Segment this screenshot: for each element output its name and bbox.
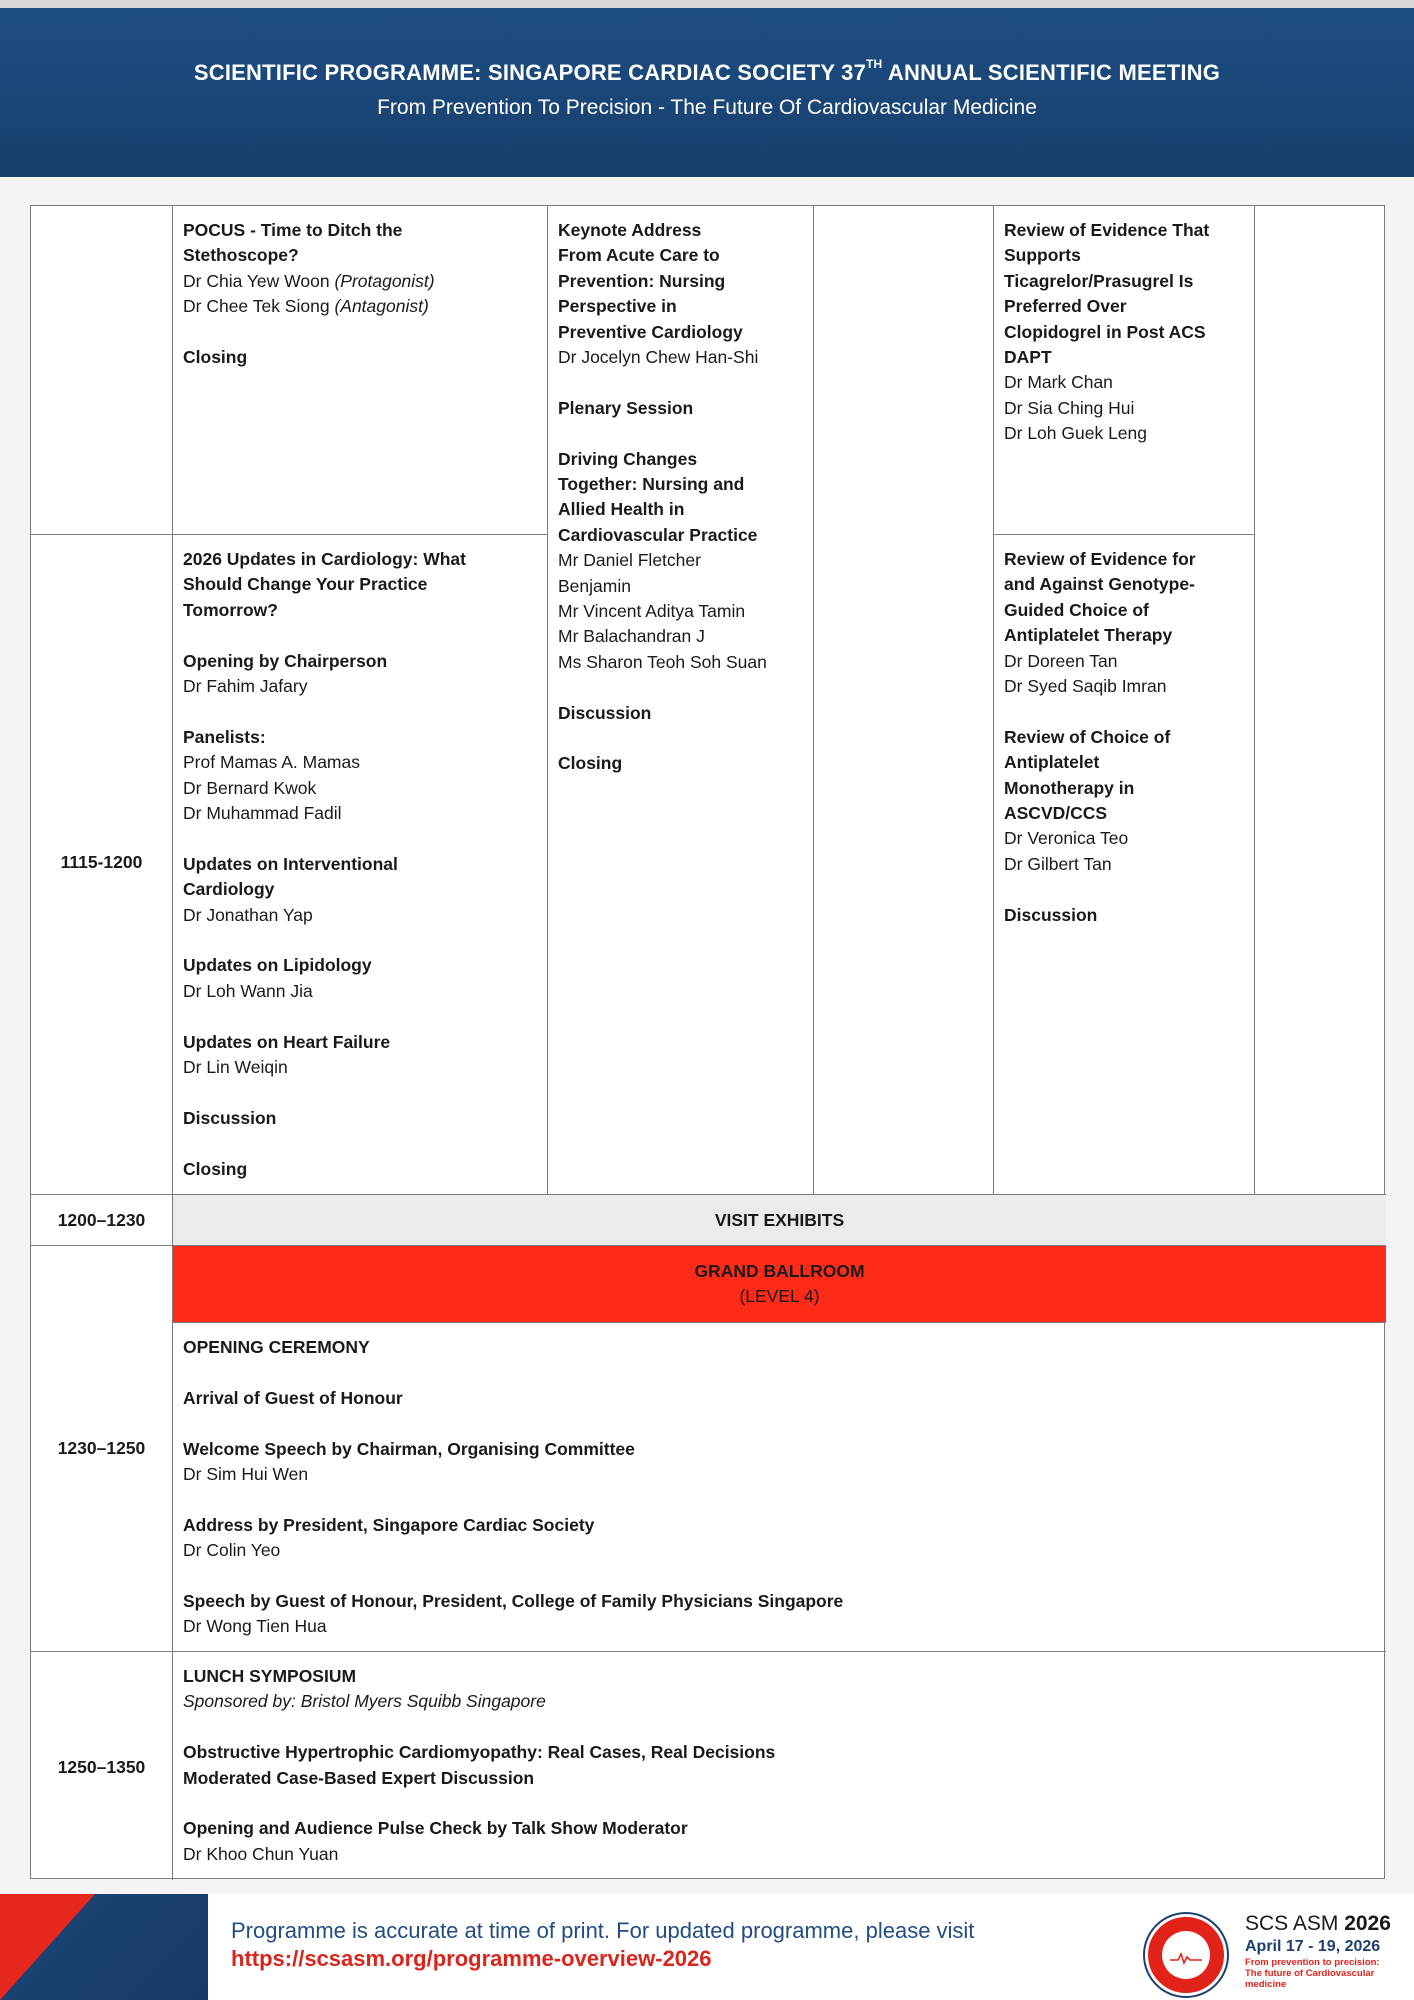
panelist: Dr Bernard Kwok (183, 777, 317, 798)
venue-name: GRAND BALLROOM (694, 1261, 865, 1281)
page-header (0, 0, 1414, 177)
speaker-name: Dr Gilbert Tan (1004, 853, 1112, 874)
pocus-closing: Closing (183, 347, 248, 368)
lipidology-speaker: Dr Loh Wann Jia (183, 980, 313, 1001)
speaker-name: Dr Sia Ching Hui (1004, 397, 1135, 418)
visit-exhibits-row: VISIT EXHIBITS (173, 1195, 1386, 1245)
speaker-name: Mr Daniel Fletcher (558, 550, 701, 571)
speaker-name: Mr Vincent Aditya Tamin (558, 601, 746, 622)
driving-changes-title: Driving Changes (558, 448, 698, 469)
pocus-speaker-1: Dr Chia Yew Woon (Protagonist) (183, 270, 435, 291)
event-brand (1245, 1912, 1414, 1990)
speaker-name: Benjamin (558, 575, 631, 596)
guest-speech: Speech by Guest of Honour, President, College of Family Physicians Singapore (183, 1591, 844, 1611)
updates-discussion: Discussion (183, 1107, 277, 1128)
lunch-topic-2: Moderated Case-Based Expert Discussion (183, 1767, 535, 1788)
nursing-discussion: Discussion (558, 702, 652, 723)
updates-session-cell (173, 535, 547, 1194)
updates-title-3: Tomorrow? (183, 599, 278, 620)
time-slot-1230: 1230–1250 (57, 1438, 146, 1458)
opening-ceremony-cell (173, 1323, 1386, 1651)
speaker-name: Mr Balachandran J (558, 626, 705, 647)
keynote-title-3: Perspective in (558, 296, 677, 317)
updates-title-2: Should Change Your Practice (183, 574, 428, 595)
updates-title: 2026 Updates in Cardiology: What (183, 549, 466, 569)
driving-changes-title-2: Together: Nursing and (558, 474, 745, 495)
pulse-check-speaker: Dr Khoo Chun Yuan (183, 1843, 339, 1864)
antiplatelet-discussion: Discussion (1004, 904, 1098, 925)
opening-chair-name: Dr Fahim Jafary (183, 676, 308, 697)
grand-ballroom-header (173, 1246, 1386, 1322)
antiplatelet-bottom-cell (994, 535, 1254, 1194)
ticagrelor-title-2: Supports (1004, 245, 1081, 266)
guest-speaker: Dr Wong Tien Hua (183, 1616, 327, 1637)
lunch-topic: Obstructive Hypertrophic Cardiomyopathy: Real Cases, Real Decisions (183, 1742, 776, 1763)
pulse-check: Opening and Audience Pulse Check by Talk Show Moderator (183, 1818, 688, 1839)
president-speaker: Dr Colin Yeo (183, 1540, 281, 1561)
ticagrelor-title-5: Clopidogrel in Post ACS (1004, 321, 1206, 342)
panelist: Prof Mamas A. Mamas (183, 752, 360, 773)
speaker-name: Dr Syed Saqib Imran (1004, 676, 1167, 697)
pocus-title-2: Stethoscope? (183, 245, 299, 266)
welcome-speaker: Dr Sim Hui Wen (183, 1464, 309, 1484)
ceremony-arrival: Arrival of Guest of Honour (183, 1387, 403, 1408)
genotype-title-3: Guided Choice of (1004, 599, 1149, 620)
speaker-name: Dr Loh Guek Leng (1004, 423, 1148, 444)
society-logo-icon (1145, 1914, 1227, 1996)
lipidology-title: Updates on Lipidology (183, 955, 372, 976)
speaker-name: Ms Sharon Teoh Soh Suan (558, 651, 767, 672)
lunch-sponsor: Sponsored by: Bristol Myers Squibb Singapore (183, 1691, 546, 1712)
ticagrelor-title: Review of Evidence That (1004, 220, 1210, 240)
time-slot-1200: 1200–1230 (57, 1210, 146, 1230)
interventional-title-2: Cardiology (183, 879, 275, 900)
brand-tagline: From prevention to precision: The future of Cardiovascular medicine (1245, 1957, 1380, 1990)
page-subtitle: From Prevention To Precision - The Future Of Cardiovascular Medicine (377, 96, 1037, 119)
pocus-session-cell (173, 206, 547, 534)
nursing-closing: Closing (558, 753, 623, 774)
speaker-name: Dr Mark Chan (1004, 372, 1113, 393)
antiplatelet-top-cell (994, 206, 1254, 534)
ticagrelor-title-6: DAPT (1004, 347, 1052, 368)
driving-changes-title-4: Cardiovascular Practice (558, 524, 758, 545)
venue-level: (LEVEL 4) (739, 1286, 820, 1307)
genotype-title-2: and Against Genotype- (1004, 574, 1195, 595)
pocus-title: POCUS - Time to Ditch the (183, 220, 403, 240)
speaker-name: Dr Doreen Tan (1004, 650, 1118, 671)
time-slot-1115: 1115-1200 (60, 852, 143, 872)
welcome-speech: Welcome Speech by Chairman, Organising Committee (183, 1438, 635, 1459)
ceremony-title: OPENING CEREMONY (183, 1337, 370, 1357)
keynote-label: Keynote Address (558, 220, 702, 240)
nursing-session-cell (548, 206, 813, 1194)
updates-closing: Closing (183, 1158, 248, 1179)
brand-dates: April 17 - 19, 2026 (1245, 1938, 1381, 1955)
monotherapy-title-3: Monotherapy in (1004, 777, 1135, 798)
keynote-title: From Acute Care to (558, 245, 720, 266)
heart-failure-title: Updates on Heart Failure (183, 1031, 391, 1052)
lunch-symposium-cell (173, 1652, 1386, 1880)
page-title: SCIENTIFIC PROGRAMME: SINGAPORE CARDIAC SOCIETY 37TH ANNUAL SCIENTIFIC MEETING (193, 57, 1221, 85)
page-footer (0, 1894, 1414, 2000)
genotype-title: Review of Evidence for (1004, 549, 1196, 569)
interventional-speaker: Dr Jonathan Yap (183, 904, 313, 925)
footer-decor-red (0, 1894, 95, 2000)
monotherapy-title: Review of Choice of (1004, 726, 1171, 747)
interventional-title: Updates on Interventional (183, 853, 398, 874)
brand-name: SCS ASM 2026 (1245, 1912, 1391, 1935)
plenary-label: Plenary Session (558, 397, 694, 418)
genotype-title-4: Antiplatelet Therapy (1004, 625, 1173, 646)
monotherapy-title-2: Antiplatelet (1004, 752, 1100, 773)
programme-table (30, 205, 1385, 1879)
president-address: Address by President, Singapore Cardiac Society (183, 1514, 595, 1535)
panelists-label: Panelists: (183, 726, 266, 747)
keynote-title-4: Preventive Cardiology (558, 321, 743, 342)
monotherapy-title-4: ASCVD/CCS (1004, 803, 1108, 824)
keynote-speaker: Dr Jocelyn Chew Han-Shi (558, 347, 759, 368)
opening-chair-label: Opening by Chairperson (183, 650, 388, 671)
panelist: Dr Muhammad Fadil (183, 803, 342, 824)
driving-changes-title-3: Allied Health in (558, 499, 685, 520)
time-slot-1250: 1250–1350 (57, 1757, 146, 1777)
speaker-name: Dr Veronica Teo (1004, 828, 1129, 849)
keynote-title-2: Prevention: Nursing (558, 270, 726, 291)
ticagrelor-title-3: Ticagrelor/Prasugrel Is (1004, 270, 1194, 291)
lunch-title: LUNCH SYMPOSIUM (183, 1666, 357, 1686)
pocus-speaker-2: Dr Chee Tek Siong (Antagonist) (183, 296, 429, 317)
heart-failure-speaker: Dr Lin Weiqin (183, 1057, 288, 1078)
ticagrelor-title-4: Preferred Over (1004, 296, 1127, 317)
footer-notice: Programme is accurate at time of print. For updated programme, please visit (231, 1918, 975, 1943)
programme-link[interactable]: https://scsasm.org/programme-overview-2026 (231, 1946, 712, 1971)
